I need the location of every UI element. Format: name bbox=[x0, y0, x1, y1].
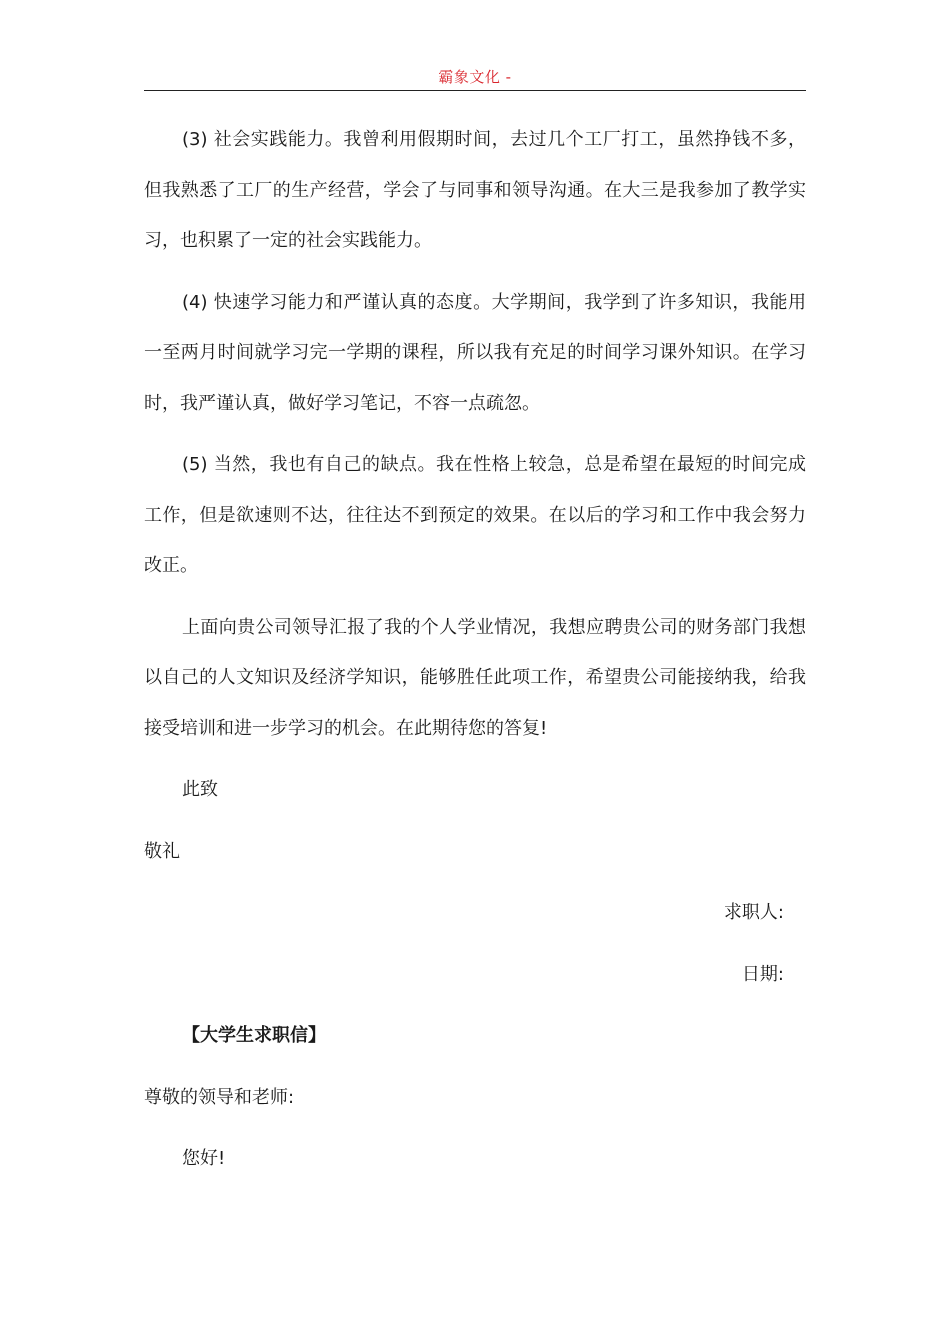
page-header bbox=[144, 66, 806, 91]
date-line: 日期: bbox=[741, 963, 784, 985]
header-title: 霸象文化 - bbox=[438, 68, 512, 86]
closing-cizhi: 此致 bbox=[182, 779, 218, 800]
greeting: 您好! bbox=[182, 1148, 226, 1169]
paragraph-shortcomings: (5) 当然，我也有自己的缺点。我在性格上较急，总是希望在最短的时间完成工作，但是欲速则不达，往往达不到预定的效果。在以后的学习和工作中我会努力改正。 bbox=[144, 454, 806, 576]
salutation: 尊敬的领导和老师: bbox=[144, 1086, 295, 1108]
document-body bbox=[144, 115, 806, 1196]
paragraph-application: 上面向贵公司领导汇报了我的个人学业情况，我想应聘贵公司的财务部门我想以自己的人文知识及经济学知识，能够胜任此项工作，希望贵公司能接纳我，给我接受培训和进一步学习的机会。在此期待您的答复! bbox=[144, 616, 806, 739]
paragraph-social-practice: (3) 社会实践能力。我曾利用假期时间，去过几个工厂打工，虽然挣钱不多，但我熟悉了工厂的生产经营，学会了与同事和领导沟通。在大三是我参加了教学实习，也积累了一定的社会实践能力。 bbox=[144, 129, 806, 251]
section-title: 【大学生求职信】 bbox=[182, 1025, 326, 1046]
applicant-signature: 求职人: bbox=[723, 902, 784, 923]
closing-jingli: 敬礼 bbox=[144, 840, 180, 862]
paragraph-learning-ability: (4) 快速学习能力和严谨认真的态度。大学期间，我学到了许多知识，我能用一至两月时间就学习完一学期的课程，所以我有充足的时间学习课外知识。在学习时，我严谨认真，做好学习笔记，不容一点疏忽。 bbox=[144, 291, 806, 414]
